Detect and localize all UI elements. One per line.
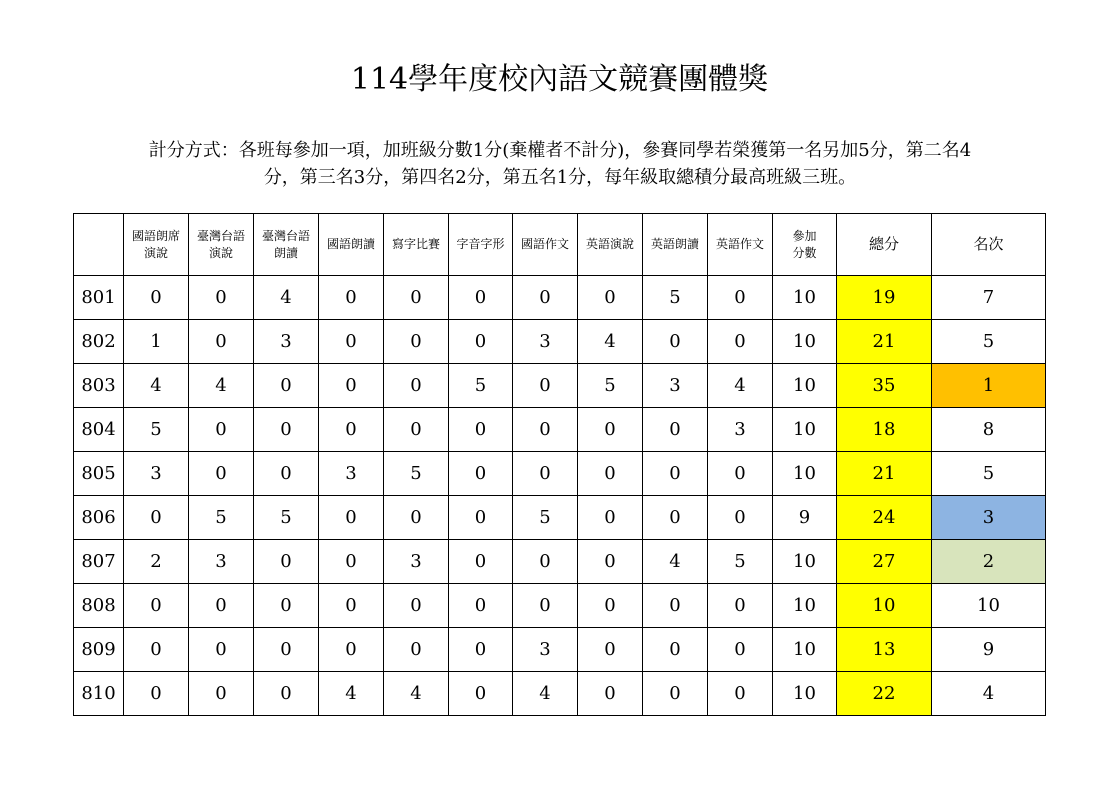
column-header-label: 寫字比賽	[391, 237, 440, 251]
score-cell: 4	[319, 672, 384, 716]
score-cell: 0	[513, 540, 578, 584]
class-cell: 803	[74, 364, 124, 408]
column-header	[189, 214, 254, 276]
table-row	[74, 408, 1046, 452]
column-header-label: 國語朗席	[131, 228, 180, 243]
score-cell: 4	[578, 320, 643, 364]
column-header-label: 朗讀	[273, 245, 298, 260]
score-cell: 0	[319, 540, 384, 584]
score-cell: 0	[189, 276, 254, 320]
score-cell: 5	[189, 496, 254, 540]
score-cell: 0	[189, 452, 254, 496]
class-cell: 805	[74, 452, 124, 496]
participation-cell: 9	[773, 496, 837, 540]
scoring-rules-line: 分，第三名3分，第四名2分，第五名1分，每年級取總積分最高班級三班。	[263, 167, 857, 188]
score-cell: 5	[708, 540, 773, 584]
score-cell: 4	[643, 540, 708, 584]
column-header	[837, 214, 932, 276]
table-row	[74, 276, 1046, 320]
score-cell: 0	[578, 496, 643, 540]
header-row	[74, 214, 1046, 276]
score-cell: 3	[513, 628, 578, 672]
score-cell: 0	[189, 628, 254, 672]
column-header-label: 字音字形	[456, 237, 505, 251]
table-row	[74, 672, 1046, 716]
rank-cell: 8	[932, 408, 1046, 452]
score-cell: 0	[513, 584, 578, 628]
class-cell: 810	[74, 672, 124, 716]
column-header-label: 國語朗讀	[326, 237, 375, 251]
column-header	[449, 214, 513, 276]
rank-cell: 9	[932, 628, 1046, 672]
score-cell: 0	[319, 496, 384, 540]
score-cell: 0	[578, 276, 643, 320]
score-cell: 3	[384, 540, 449, 584]
score-cell: 1	[124, 320, 189, 364]
rank-cell: 2	[932, 540, 1046, 584]
rank-cell: 5	[932, 452, 1046, 496]
page-title: 114學年度校內語文競賽團體獎	[350, 62, 769, 97]
score-cell: 0	[643, 320, 708, 364]
score-cell: 3	[124, 452, 189, 496]
column-header-label: 英語作文	[715, 237, 764, 251]
score-cell: 5	[513, 496, 578, 540]
score-cell: 3	[254, 320, 319, 364]
column-header	[773, 214, 837, 276]
score-cell: 0	[124, 276, 189, 320]
score-cell: 0	[449, 408, 513, 452]
column-header-label: 名次	[973, 235, 1004, 253]
participation-cell: 10	[773, 452, 837, 496]
score-cell: 4	[513, 672, 578, 716]
class-cell: 804	[74, 408, 124, 452]
rank-cell: 3	[932, 496, 1046, 540]
score-cell: 0	[708, 584, 773, 628]
column-header-label: 總分	[868, 235, 899, 253]
score-cell: 5	[124, 408, 189, 452]
score-cell: 0	[578, 584, 643, 628]
class-cell: 809	[74, 628, 124, 672]
column-header-label: 英語朗讀	[650, 237, 699, 251]
total-cell: 27	[837, 540, 932, 584]
score-cell: 0	[384, 276, 449, 320]
score-cell: 0	[578, 452, 643, 496]
score-cell: 3	[189, 540, 254, 584]
participation-cell: 10	[773, 672, 837, 716]
score-cell: 0	[189, 672, 254, 716]
score-cell: 0	[124, 672, 189, 716]
score-cell: 0	[708, 628, 773, 672]
column-header-label: 英語演說	[585, 237, 634, 251]
score-cell: 4	[708, 364, 773, 408]
score-cell: 0	[643, 584, 708, 628]
score-cell: 0	[578, 672, 643, 716]
score-cell: 0	[189, 320, 254, 364]
score-cell: 0	[643, 496, 708, 540]
participation-cell: 10	[773, 628, 837, 672]
column-header	[74, 214, 124, 276]
total-cell: 19	[837, 276, 932, 320]
column-header	[513, 214, 578, 276]
score-cell: 0	[189, 584, 254, 628]
class-cell: 802	[74, 320, 124, 364]
score-cell: 4	[384, 672, 449, 716]
score-cell: 0	[319, 584, 384, 628]
score-cell: 0	[254, 584, 319, 628]
table-row	[74, 496, 1046, 540]
column-header	[643, 214, 708, 276]
table-row	[74, 584, 1046, 628]
score-cell: 0	[449, 540, 513, 584]
table-row	[74, 364, 1046, 408]
score-cell: 0	[319, 364, 384, 408]
class-cell: 807	[74, 540, 124, 584]
score-cell: 0	[319, 408, 384, 452]
score-cell: 3	[708, 408, 773, 452]
score-cell: 0	[384, 320, 449, 364]
column-header	[708, 214, 773, 276]
scoring-rules-line: 計分方式：各班每參加一項，加班級分數1分(棄權者不計分)，參賽同學若榮獲第一名另加5分，第二名4	[148, 140, 972, 161]
column-header	[578, 214, 643, 276]
score-cell: 0	[708, 672, 773, 716]
score-cell: 0	[384, 628, 449, 672]
score-cell: 4	[189, 364, 254, 408]
column-header-label: 演說	[208, 245, 233, 260]
column-header-label: 參加	[792, 228, 817, 243]
score-cell: 0	[449, 320, 513, 364]
rank-cell: 5	[932, 320, 1046, 364]
score-cell: 0	[643, 408, 708, 452]
participation-cell: 10	[773, 364, 837, 408]
column-header	[319, 214, 384, 276]
column-header	[932, 214, 1046, 276]
score-cell: 0	[578, 540, 643, 584]
score-cell: 0	[643, 452, 708, 496]
score-cell: 0	[643, 628, 708, 672]
score-cell: 0	[384, 496, 449, 540]
score-cell: 0	[449, 496, 513, 540]
score-cell: 5	[254, 496, 319, 540]
score-cell: 0	[708, 496, 773, 540]
score-cell: 0	[708, 452, 773, 496]
score-cell: 0	[254, 452, 319, 496]
score-cell: 0	[319, 320, 384, 364]
column-header-label: 演說	[143, 245, 168, 260]
score-cell: 0	[643, 672, 708, 716]
rank-cell: 7	[932, 276, 1046, 320]
score-cell: 0	[708, 320, 773, 364]
table-body	[74, 276, 1046, 716]
score-cell: 2	[124, 540, 189, 584]
participation-cell: 10	[773, 276, 837, 320]
score-cell: 0	[384, 584, 449, 628]
total-cell: 10	[837, 584, 932, 628]
score-cell: 0	[449, 276, 513, 320]
column-header-label: 臺灣台語	[196, 228, 245, 243]
score-table	[73, 213, 1046, 716]
score-cell: 0	[708, 276, 773, 320]
score-cell: 0	[578, 628, 643, 672]
score-cell: 4	[124, 364, 189, 408]
score-cell: 3	[513, 320, 578, 364]
rank-cell: 10	[932, 584, 1046, 628]
score-cell: 0	[449, 584, 513, 628]
score-cell: 3	[643, 364, 708, 408]
score-cell: 0	[254, 364, 319, 408]
column-header-label: 國語作文	[520, 237, 569, 251]
score-cell: 0	[384, 408, 449, 452]
table-row	[74, 452, 1046, 496]
total-cell: 21	[837, 452, 932, 496]
total-cell: 22	[837, 672, 932, 716]
score-cell: 0	[513, 452, 578, 496]
total-cell: 18	[837, 408, 932, 452]
total-cell: 35	[837, 364, 932, 408]
score-cell: 5	[384, 452, 449, 496]
table-header	[74, 214, 1046, 276]
score-cell: 0	[124, 496, 189, 540]
score-cell: 0	[254, 540, 319, 584]
score-cell: 0	[319, 628, 384, 672]
participation-cell: 10	[773, 584, 837, 628]
column-header	[254, 214, 319, 276]
score-cell: 5	[578, 364, 643, 408]
participation-cell: 10	[773, 320, 837, 364]
rank-cell: 1	[932, 364, 1046, 408]
table-row	[74, 540, 1046, 584]
score-cell: 5	[643, 276, 708, 320]
total-cell: 24	[837, 496, 932, 540]
score-cell: 0	[254, 408, 319, 452]
score-cell: 0	[449, 672, 513, 716]
score-cell: 0	[513, 276, 578, 320]
score-cell: 0	[449, 452, 513, 496]
column-header	[384, 214, 449, 276]
score-cell: 0	[189, 408, 254, 452]
class-cell: 806	[74, 496, 124, 540]
score-cell: 0	[513, 364, 578, 408]
participation-cell: 10	[773, 540, 837, 584]
column-header-label: 分數	[792, 245, 817, 260]
scoring-rules	[75, 137, 1045, 191]
column-header-label: 臺灣台語	[261, 228, 310, 243]
score-cell: 4	[254, 276, 319, 320]
column-header	[124, 214, 189, 276]
score-cell: 0	[254, 672, 319, 716]
score-cell: 0	[319, 276, 384, 320]
score-cell: 3	[319, 452, 384, 496]
total-cell: 21	[837, 320, 932, 364]
score-cell: 5	[449, 364, 513, 408]
score-cell: 0	[449, 628, 513, 672]
participation-cell: 10	[773, 408, 837, 452]
total-cell: 13	[837, 628, 932, 672]
class-cell: 808	[74, 584, 124, 628]
score-cell: 0	[384, 364, 449, 408]
score-cell: 0	[124, 584, 189, 628]
score-cell: 0	[513, 408, 578, 452]
table-row	[74, 320, 1046, 364]
score-cell: 0	[254, 628, 319, 672]
class-cell: 801	[74, 276, 124, 320]
table-row	[74, 628, 1046, 672]
score-cell: 0	[578, 408, 643, 452]
rank-cell: 4	[932, 672, 1046, 716]
score-cell: 0	[124, 628, 189, 672]
